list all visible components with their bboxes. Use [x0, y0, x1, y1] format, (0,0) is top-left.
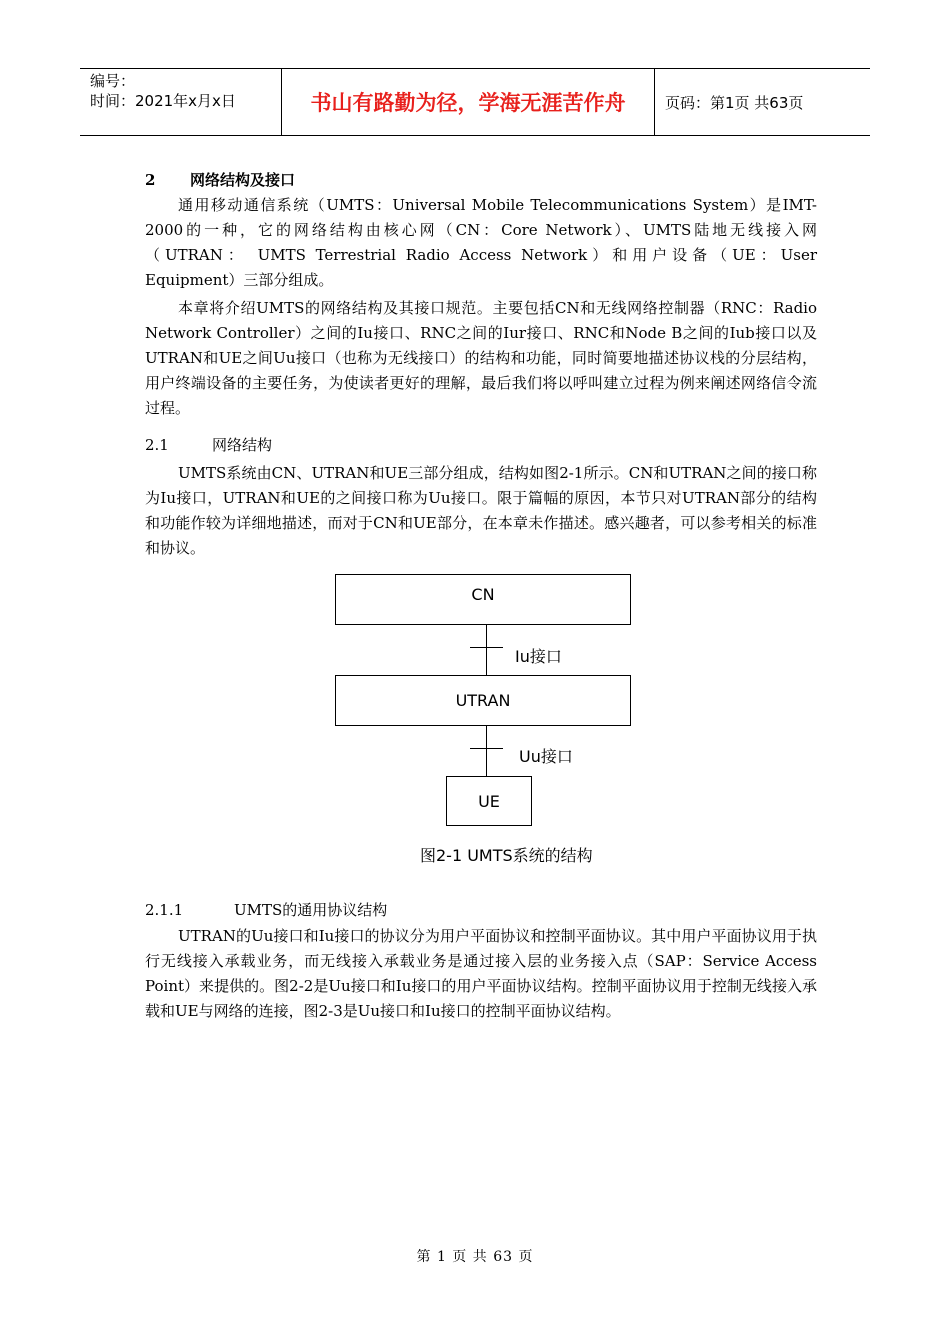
uu-interface-label: Uu接口 — [519, 747, 573, 766]
page-footer: 第 1 页 共 63 页 — [416, 1249, 534, 1265]
uu-interface-marker — [470, 748, 503, 749]
paragraph: 本章将介绍UMTS的网络结构及其接口规范。主要包括CN和无线网络控制器（RNC：Radio Network Controller）之间的Iu接口、RNC之间的Iur接口、RNC和Node B之间的Iub接口以及UTRAN和UE之间Uu接口（也称为无线接口）的结构和功能，同时简要地描述协议栈的分层结构，用户终端设备的主要任务，为使读者更好的理解，最后我们将以呼叫建立过程为例来阐述网络信令流过程。 — [145, 299, 817, 417]
section-2-1-1-heading — [145, 898, 817, 923]
number-label: 编号： — [90, 72, 136, 90]
umts-structure-diagram — [335, 572, 635, 872]
section-2-1-heading — [145, 433, 817, 458]
page-info: 页码：第1页 共63页 — [665, 93, 804, 112]
section-2 — [145, 168, 817, 421]
section-2-number: 2 — [145, 171, 156, 189]
utran-ue-link — [486, 726, 487, 776]
header-left-cell — [80, 69, 281, 135]
cn-label: CN — [471, 585, 495, 604]
section-2-heading — [145, 168, 817, 193]
section-2-title: 网络结构及接口 — [190, 171, 296, 189]
ue-label: UE — [478, 791, 500, 811]
figure-caption: 图2-1 UMTS系统的结构 — [420, 846, 593, 865]
section-2-1-title: 网络结构 — [212, 436, 273, 454]
paragraph: UTRAN的Uu接口和Iu接口的协议分为用户平面协议和控制平面协议。其中用户平面协议用于执行无线接入承载业务，而无线接入承载业务是通过接入层的业务接入点（SAP：Service Access Point）来提供的。图2-2是Uu接口和Iu接口的用户平面协议结构。控制平面协议用于控制无线接入承载和UE与网络的连接，图2-3是Uu接口和Iu接口的控制平面协议结构。 — [145, 927, 817, 1020]
section-2-1-1-title: UMTS的通用协议结构 — [234, 901, 388, 919]
iu-interface-label: Iu接口 — [515, 647, 562, 666]
cn-utran-link — [486, 625, 487, 675]
section-2-1-number: 2.1 — [145, 436, 169, 454]
ue-box — [446, 776, 532, 826]
section-2-1-1 — [145, 898, 817, 1024]
utran-label: UTRAN — [455, 691, 511, 710]
page-header — [80, 68, 870, 136]
motto: 书山有路勤为径，学海无涯苦作舟 — [281, 69, 655, 135]
paragraph: 通用移动通信系统（UMTS：Universal Mobile Telecommunications System）是IMT-2000的一种，它的网络结构由核心网（CN：Core Network）、UMTS陆地无线接入网（UTRAN： UMTS Terrestrial Radio Access Network）和用户设备（UE：User Equipment）三部分组成。 — [145, 196, 817, 289]
iu-interface-marker — [470, 647, 503, 648]
date-label: 时间：2021年x月x日 — [90, 92, 236, 110]
paragraph: UMTS系统由CN、UTRAN和UE三部分组成，结构如图2-1所示。CN和UTRAN之间的接口称为Iu接口，UTRAN和UE的之间接口称为Uu接口。限于篇幅的原因，本节只对UTRAN部分的结构和功能作较为详细地描述，而对于CN和UE部分，在本章未作描述。感兴趣者，可以参考相关的标准和协议。 — [145, 464, 817, 557]
section-2-1 — [145, 433, 817, 561]
section-2-1-1-number: 2.1.1 — [145, 901, 184, 919]
utran-box — [335, 675, 631, 726]
cn-box — [335, 574, 631, 625]
